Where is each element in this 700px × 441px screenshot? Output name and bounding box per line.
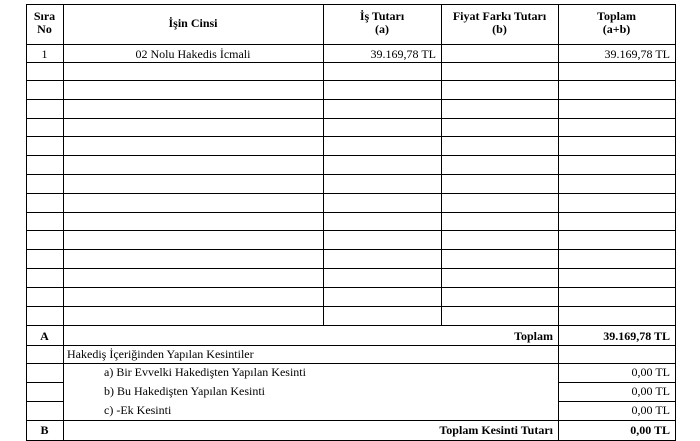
grid-hline [26, 212, 676, 213]
header-is-tutari-line1: İş Tutarı [359, 10, 405, 23]
grid-vline [26, 4, 27, 441]
grid-hline [26, 345, 676, 346]
header-toplam-line1: Toplam [597, 10, 636, 23]
header-sira-no-line1: Sıra [33, 10, 56, 23]
grid-hline [26, 382, 64, 383]
header-fiyat-farki-line1: Fiyat Farkı Tutarı [452, 10, 547, 23]
header-is-tutari [323, 10, 441, 40]
header-sira-no [26, 10, 63, 40]
grid-hline [26, 174, 676, 175]
grid-vline [441, 4, 442, 326]
grid-hline [26, 401, 64, 402]
grid-hline [26, 230, 676, 231]
deduction-a-value: 0,00 TL [631, 366, 670, 379]
deduction-c-label: c) -Ek Kesinti [104, 404, 172, 417]
grid-vline [675, 4, 676, 441]
header-fiyat-farki [441, 10, 558, 40]
deduction-c-value: 0,00 TL [631, 404, 670, 417]
grid-hline [26, 4, 676, 5]
total-row-label-col: A [40, 330, 49, 343]
header-toplam-line2: (a+b) [602, 22, 631, 36]
grid-hline [26, 287, 676, 288]
grid-hline [26, 62, 676, 63]
grid-vline [558, 4, 559, 441]
deduction-a-label: a) Bir Evvelki Hakedişten Yapılan Kesinti [104, 366, 306, 379]
grid-hline [558, 401, 676, 402]
grid-hline [26, 44, 676, 45]
deduction-total-label-col: B [40, 424, 49, 437]
grid-hline [26, 249, 676, 250]
deduction-total-value: 0,00 TL [630, 424, 670, 437]
header-sira-no-line2: No [37, 22, 52, 36]
grid-hline [26, 80, 676, 81]
deductions-title: Hakediş İçeriğinden Yapılan Kesintiler [67, 348, 254, 361]
header-toplam [558, 10, 675, 40]
grid-vline [63, 4, 64, 441]
row-1-isin-cinsi: 02 Nolu Hakedis İcmali [135, 48, 251, 61]
grid-hline [26, 99, 676, 100]
grid-hline [26, 420, 676, 421]
row-1-fiyat-farki [441, 48, 553, 62]
header-fiyat-farki-line2: (b) [492, 22, 507, 36]
grid-vline [323, 4, 324, 326]
deduction-total-label: Toplam Kesinti Tutarı [439, 424, 553, 437]
deduction-b-value: 0,00 TL [631, 385, 670, 398]
row-1-toplam: 39.169,78 TL [604, 48, 670, 61]
grid-hline [26, 118, 676, 119]
grid-hline [26, 363, 64, 364]
row-1-sira: 1 [41, 48, 48, 61]
deduction-b-label: b) Bu Hakedişten Yapılan Kesinti [104, 385, 265, 398]
grid-hline [26, 306, 676, 307]
grid-hline [558, 382, 676, 383]
grid-hline [558, 363, 676, 364]
row-1-is-tutari: 39.169,78 TL [370, 48, 436, 61]
header-isin-cinsi: İşin Cinsi [168, 17, 218, 30]
total-row-value: 39.169,78 TL [603, 330, 670, 343]
grid-hline [26, 155, 676, 156]
total-row-label: Toplam [514, 330, 553, 343]
grid-hline [26, 325, 676, 326]
grid-hline [26, 136, 676, 137]
header-is-tutari-line2: (a) [375, 22, 389, 36]
grid-hline [26, 193, 676, 194]
grid-hline [26, 268, 676, 269]
grid-hline [63, 363, 559, 364]
